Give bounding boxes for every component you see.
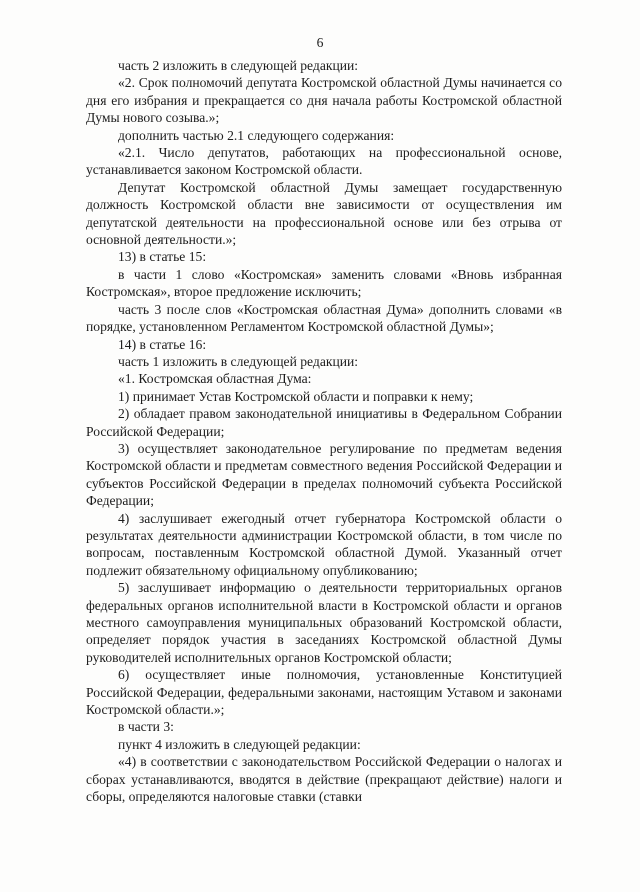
paragraph: часть 3 после слов «Костромская областная Дума» дополнить словами «в порядке, установленном Регламентом Костромской областной Думы»;: [86, 301, 562, 335]
paragraph: «4) в соответствии с законодательством Российской Федерации о налогах и сборах устанавливаются, вводятся в действие (прекращают действие) налоги и сборы, определяются налоговые ставки (ставки: [86, 754, 562, 805]
paragraph: 5) заслушивает информацию о деятельности территориальных органов федеральных органов исполнительной власти в Костромской области и органов местного самоуправления муниципальных образований Костромской области, определяет порядок участия в заседаниях Костромской областной Думы руководителей исполнительных органов Костромской области;: [86, 580, 562, 665]
paragraph: 6) осуществляет иные полномочия, установленные Конституцией Российской Федерации, федеральными законами, настоящим Уставом и законами Костромской области.»;: [86, 667, 562, 718]
paragraph: «2. Срок полномочий депутата Костромской областной Думы начинается со дня его избрания и прекращается со дня начала работы Костромской областной Думы нового созыва.»;: [86, 75, 562, 126]
paragraph: «2.1. Число депутатов, работающих на профессиональной основе, устанавливается законом Костромской области.: [86, 145, 562, 178]
document-body: [86, 57, 562, 805]
paragraph: пункт 4 изложить в следующей редакции:: [118, 736, 361, 752]
page-number: 6: [316, 35, 324, 50]
paragraph: 1) принимает Устав Костромской области и поправки к нему;: [118, 388, 474, 404]
paragraph: часть 2 изложить в следующей редакции:: [118, 58, 359, 73]
paragraph: в части 3:: [118, 719, 174, 735]
paragraph: 13) в статье 15:: [118, 249, 207, 265]
paragraph: часть 1 изложить в следующей редакции:: [118, 353, 359, 369]
paragraph: 4) заслушивает ежегодный отчет губернатора Костромской области о результатах деятельности администрации Костромской области, в том числе по вопросам, поставленным Костромской областной Думой. Указанный отчет подлежит обязательному официальному опубликованию;: [86, 510, 562, 578]
paragraph: 2) обладает правом законодательной инициативы в Федеральном Собрании Российской Федерации;: [86, 406, 562, 439]
paragraph: «1. Костромская областная Дума:: [118, 371, 312, 387]
paragraph: дополнить частью 2.1 следующего содержания:: [118, 127, 395, 143]
paragraph: 3) осуществляет законодательное регулирование по предметам ведения Костромской области и предметам совместного ведения Российской Федерации и субъектов Российской Федерации в пределах полномочий субъекта Российской Федерации;: [86, 440, 562, 509]
paragraph: Депутат Костромской областной Думы замещает государственную должность Костромской области вне зависимости от осуществления им депутатской деятельности на профессиональной основе или без отрыва от основной деятельности.»;: [86, 179, 562, 248]
paragraph: 14) в статье 16:: [118, 336, 207, 352]
paragraph: в части 1 слово «Костромская» заменить словами «Вновь избранная Костромская», второе предложение исключить;: [86, 266, 562, 300]
